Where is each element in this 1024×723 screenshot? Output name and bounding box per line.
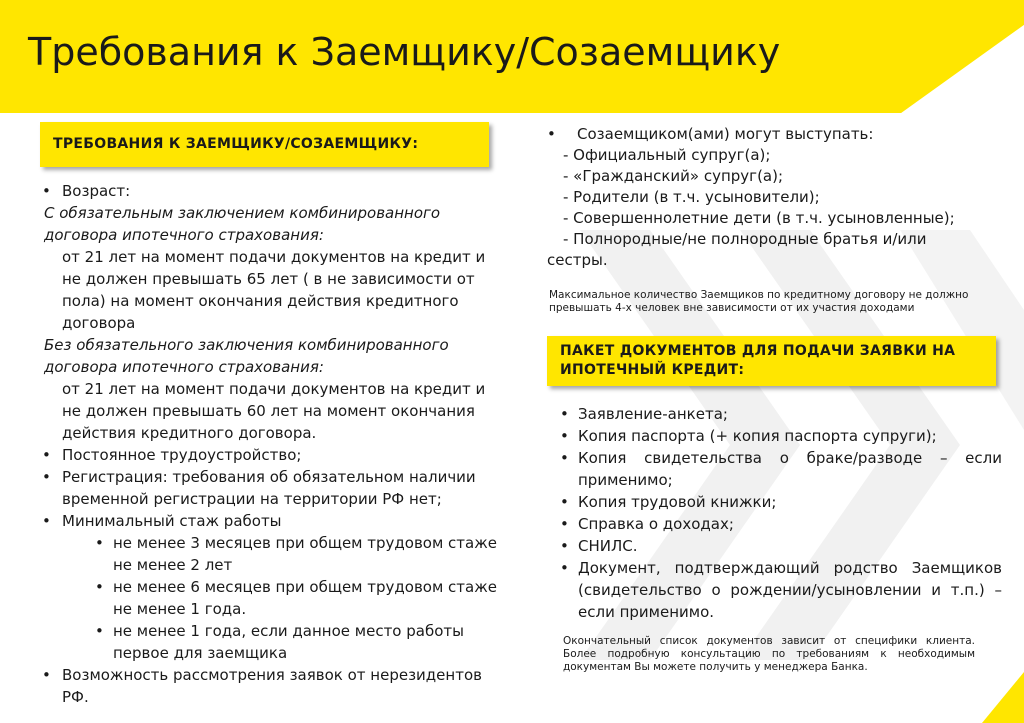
coborrower-item: - Родители (в т.ч. усыновители); <box>563 188 820 206</box>
footer-note: Окончательный список документов зависит от специфики клиента. Более подробную консультацию по требованиям к необходимым документам Вы можете получить у менеджера Банка. <box>563 635 975 673</box>
corner-decoration <box>982 672 1024 723</box>
page-title: Требования к Заемщику/Созаемщику <box>28 30 781 74</box>
with-insurance-heading: С обязательным заключением комбинированного договора ипотечного страхования: <box>44 204 441 244</box>
requirements-header-label: ТРЕБОВАНИЯ К ЗАЕМЩИКУ/СОЗАЕМЩИКУ: <box>53 136 419 152</box>
document-item: • СНИЛС. <box>560 535 1002 557</box>
document-item: • Справка о доходах; <box>560 513 1002 535</box>
document-item: • Копия свидетельства о браке/разводе – если применимо; <box>560 447 1002 491</box>
coborrower-item: - Полнородные/не полнородные братья и/или <box>563 230 927 248</box>
document-item: • Копия трудовой книжки; <box>560 491 1002 513</box>
without-insurance-text: от 21 лет на момент подачи документов на кредит и не должен превышать 60 лет на момент окончания действия кредитного договора. <box>62 380 486 442</box>
coborrowers-intro: • Созаемщиком(ами) могут выступать: <box>547 124 997 145</box>
experience-item: • Минимальный стаж работы <box>36 510 506 532</box>
coborrower-item: - «Гражданский» супруг(а); <box>563 167 784 185</box>
nonresidents-item: • Возможность рассмотрения заявок от нерезидентов РФ. <box>36 664 506 708</box>
documents-header <box>547 336 996 386</box>
document-item: • Документ, подтверждающий родство Заемщиков (свидетельство о рождении/усыновлении и т.п.) – если применимо. <box>560 557 1002 623</box>
with-insurance-text: от 21 лет на момент подачи документов на кредит и не должен превышать 65 лет ( в не зависимости от пола) на момент окончания действия кредитного договора <box>62 248 486 332</box>
documents-header-label: ПАКЕТ ДОКУМЕНТОВ ДЛЯ ПОДАЧИ ЗАЯВКИ НА ИПОТЕЧНЫЙ КРЕДИТ: <box>560 343 956 378</box>
experience-subitem: • не менее 1 года, если данное место работы первое для заемщика <box>36 620 506 664</box>
coborrower-item: - Официальный супруг(а); <box>563 146 771 164</box>
document-item: • Заявление-анкета; <box>560 403 1002 425</box>
requirements-header <box>40 122 489 167</box>
employment-item: • Постоянное трудоустройство; <box>36 444 506 466</box>
requirements-list <box>36 180 506 708</box>
coborrower-tail: сестры. <box>547 251 608 269</box>
coborrowers-block <box>547 124 997 271</box>
coborrower-item: - Совершеннолетние дети (в т.ч. усыновленные); <box>563 209 955 227</box>
age-item: • Возраст: <box>36 180 506 202</box>
documents-list <box>560 403 1002 623</box>
max-borrowers-note: Максимальное количество Заемщиков по кредитному договору не должно превышать 4-х человек вне зависимости от их участия доходами <box>549 289 969 314</box>
experience-subitem: • не менее 3 месяцев при общем трудовом стаже не менее 2 лет <box>36 532 506 576</box>
document-item: • Копия паспорта (+ копия паспорта супруги); <box>560 425 1002 447</box>
experience-subitem: • не менее 6 месяцев при общем трудовом стаже не менее 1 года. <box>36 576 506 620</box>
without-insurance-heading: Без обязательного заключения комбинированного договора ипотечного страхования: <box>44 336 449 376</box>
registration-item: • Регистрация: требования об обязательном наличии временной регистрации на территории РФ нет; <box>36 466 506 510</box>
